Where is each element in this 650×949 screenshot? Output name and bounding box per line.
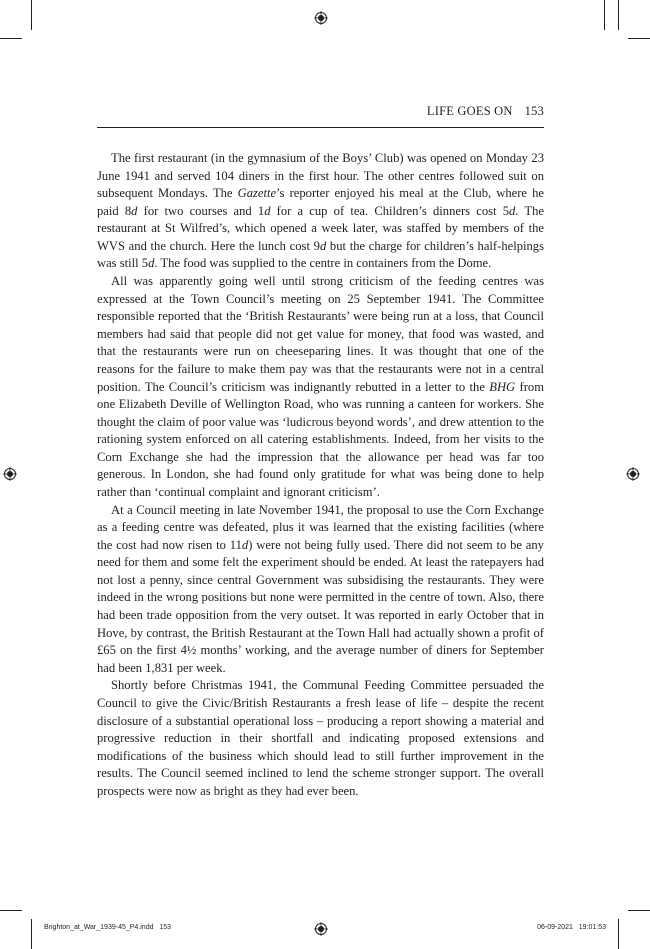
crop-mark-top-right-h bbox=[628, 38, 650, 39]
text-run: ) were not being fully used. There did not seem to be any need for them and some felt the experiment should be ended. At least the ratepayers had not lost a penny, since central Government was subsidising the restaurants. They were indeed in the wrong positions but none were permitted in the centre of town. Also, there had been trade opposition from the very outset. It was reported in early October that in Hove, by contrast, the British Restaurant at the Town Hall had actually shown a profit of £65 on the first 4½ months’ working, and the average number of diners for September had been 1,831 per week. bbox=[97, 537, 544, 675]
italic-text: d bbox=[148, 256, 155, 271]
text-run: . The restaurant at St Wilfred’s, which opened a week later, was staffed by members of the WVS and the church. Here the lunch cost 9 bbox=[97, 203, 544, 253]
paragraph bbox=[97, 677, 544, 800]
text-run: but the charge for children’s half-helpings was still 5 bbox=[97, 238, 544, 271]
running-head bbox=[427, 104, 544, 119]
text-run: All was apparently going well until strong criticism of the feeding centres was expressed at the Town Council’s meeting on 25 September 1941. The Committee responsible reported that the ‘British Restaurants’ were being run at a loss, that Council members had said that people did not get value for money, that food was wasted, and that the restaurants were run on cheeseparing lines. It was thought that one of the reasons for the failure to make them pay was that the restaurants were not in a central position. The Council’s criticism was indignantly rebutted in a letter to the bbox=[97, 274, 544, 394]
text-run: The first restaurant (in the gymnasium of the Boys’ Club) was opened on Monday 23 June 1941 and served 104 diners in the first hour. The other centres followed suit on subsequent Mondays. The bbox=[97, 151, 544, 201]
text-run: At a Council meeting in late November 1941, the proposal to use the Corn Exchange as a feeding centre was defeated, plus it was learned that the existing facilities (where the cost had now risen to 11 bbox=[97, 502, 544, 552]
text-run: ’s reporter enjoyed his meal at the Club, where he paid 8 bbox=[97, 186, 544, 218]
paragraph bbox=[97, 273, 544, 502]
text-run: Shortly before Christmas 1941, the Communal Feeding Committee persuaded the Council to give the Civic/British Restaurants a fresh lease of life – despite the recent disclosure of a substantial operational loss – producing a report showing a material and progressive reduction in their shortfall and indicating proposed extensions and modifications of the business which should lead to still further improvement in the results. The Council seemed inclined to lend the scheme stronger support. The overall prospects were now as bright as they had ever been. bbox=[97, 678, 544, 798]
page-number: 153 bbox=[524, 104, 544, 118]
italic-text: d bbox=[264, 203, 271, 218]
crop-mark-bottom-right-v bbox=[618, 919, 619, 949]
italic-text: Gazette bbox=[237, 186, 277, 201]
paragraph bbox=[97, 502, 544, 678]
italic-text: d bbox=[509, 203, 516, 218]
running-head-title: LIFE GOES ON bbox=[426, 104, 513, 118]
crop-mark-top-right-v bbox=[618, 0, 619, 30]
crop-mark-top-left-v bbox=[31, 0, 32, 30]
text-run: for two courses and 1 bbox=[137, 203, 265, 218]
italic-text: d bbox=[319, 238, 327, 253]
text-run: for a cup of tea. Children’s dinners cost 5 bbox=[270, 203, 509, 218]
registration-mark-icon bbox=[314, 922, 328, 936]
text-run: . The food was supplied to the centre in containers from the Dome. bbox=[154, 256, 492, 271]
crop-mark-top-right-v2 bbox=[604, 0, 605, 30]
italic-text: BHG bbox=[489, 379, 516, 394]
text-run: from one Elizabeth Deville of Wellington Road, who was running a canteen for workers. She thought the claim of poor value was ‘ludicrous beyond words’, and drew attention to the rationing system enforced on all catering establishments. Indeed, from her visits to the Corn Exchange she had the impression that the allowance per head was far too generous. In London, she had found only gratitude for what was being done to help rather than ‘continual complaint and ignorant criticism’. bbox=[97, 379, 544, 499]
italic-text: d bbox=[131, 203, 138, 218]
registration-mark-icon bbox=[626, 467, 640, 481]
paragraph bbox=[97, 150, 544, 273]
crop-mark-bottom-left-v bbox=[31, 919, 32, 949]
body-text bbox=[97, 150, 544, 800]
crop-mark-top-left-h bbox=[0, 38, 22, 39]
registration-mark-icon bbox=[314, 11, 328, 25]
running-header bbox=[97, 104, 544, 128]
italic-text: d bbox=[241, 537, 249, 552]
slug-timestamp: 06-09-2021 19:01:53 bbox=[537, 924, 606, 931]
slug-filename: Brighton_at_War_1939-45_P4.indd 153 bbox=[44, 924, 171, 931]
crop-mark-bottom-left-h bbox=[0, 910, 22, 911]
crop-mark-bottom-right-h bbox=[628, 910, 650, 911]
registration-mark-icon bbox=[3, 467, 17, 481]
